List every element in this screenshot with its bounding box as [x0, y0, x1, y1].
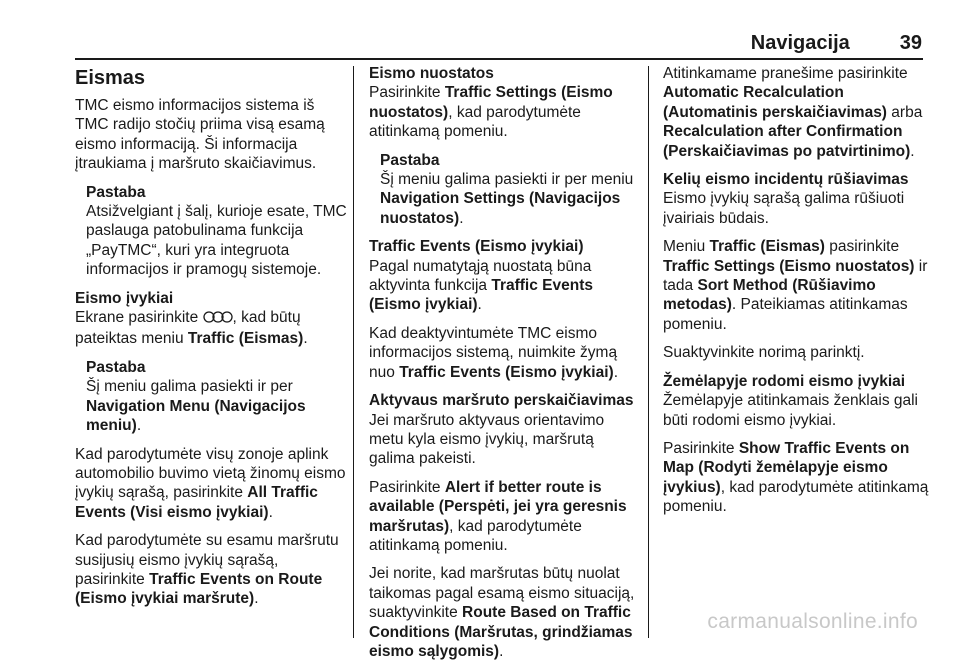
- paragraph: [663, 439, 935, 517]
- text: , kad parodytumėte atitinkamą pomeniu.: [369, 517, 582, 554]
- watermark: carmanualsonline.info: [707, 610, 918, 633]
- page-header: [751, 28, 922, 58]
- note: [380, 151, 637, 229]
- menu-reference: Alert if better route is available (Perspėti, jei yra geresnis maršrutas): [369, 478, 627, 535]
- text: , kad parodytumėte atitinkamą pomeniu.: [663, 478, 929, 516]
- text: .: [136, 417, 142, 435]
- chapter-title: Navigacija: [750, 31, 850, 54]
- text: Kad parodytumėte visų zonoje aplink automobilio buvimo vietą žinomų eismo įvykių sąrašą, pasirinkite: [75, 445, 346, 502]
- paragraph: Eismo įvykių sąrašą galima rūšiuoti įvairiais būdais.: [663, 190, 905, 227]
- note: [86, 358, 347, 436]
- section-heading: Eismas: [75, 67, 146, 89]
- note-title: Pastaba: [86, 358, 146, 376]
- page-number: 39: [899, 31, 922, 54]
- menu-reference: Navigation Menu (Navigacijos meniu): [86, 397, 306, 435]
- menu-reference: Navigation Settings (Navigacijos nuostatos): [380, 190, 621, 227]
- paragraph: [75, 308, 347, 349]
- text: Pasirinkite: [369, 478, 441, 496]
- subheading: Kelių eismo incidentų rūšiavimas: [663, 171, 909, 189]
- text: . Pateikiamas atitinkamas pomeniu.: [663, 296, 908, 333]
- paragraph: [663, 237, 935, 334]
- menu-reference: Traffic (Eismas): [709, 238, 825, 256]
- traffic-icon: [203, 310, 233, 329]
- subheading: Eismo įvykiai: [75, 289, 174, 307]
- text: .: [303, 330, 308, 348]
- paragraph: Suaktyvinkite norimą parinktį.: [663, 344, 865, 362]
- column-divider: [353, 66, 354, 638]
- paragraph: [369, 478, 637, 556]
- text: .: [268, 503, 273, 521]
- paragraph: Jei maršruto aktyvaus orientavimo metu kyla eismo įvykių, maršrutą galima pakeisti.: [369, 411, 605, 468]
- subheading: Žemėlapyje rodomi eismo įvykiai: [663, 372, 906, 390]
- text: .: [477, 296, 482, 314]
- menu-reference: Traffic (Eismas): [187, 330, 304, 348]
- paragraph: Žemėlapyje atitinkamais ženklais gali būti rodomi eismo įvykiai.: [663, 392, 919, 429]
- paragraph: [369, 257, 637, 315]
- note-title: Pastaba: [380, 151, 440, 169]
- menu-reference: Traffic Settings (Eismo nuostatos): [663, 257, 915, 275]
- text: Atitinkamame pranešime pasirinkite: [663, 65, 908, 82]
- text: Kad deaktyvintumėte TMC eismo informacijos sistemą, nuimkite žymą nuo: [369, 324, 618, 381]
- text: , kad parodytumėte atitinkamą pomeniu.: [369, 103, 581, 141]
- text: Ekrane pasirinkite: [75, 309, 199, 327]
- text: pasirinkite: [829, 238, 900, 256]
- menu-reference: Traffic Events (Eismo įvykiai): [399, 363, 614, 381]
- text: ir tada: [663, 257, 928, 295]
- menu-reference: Show Traffic Events on Map (Rodyti žemėlapyje eismo įvykius): [663, 439, 910, 496]
- subheading: Eismo nuostatos: [369, 65, 494, 82]
- text: .: [499, 642, 504, 660]
- menu-reference: Route Based on Traffic Conditions (Maršrutas, grindžiamas eismo sąlygomis): [369, 604, 633, 660]
- subheading: Traffic Events (Eismo įvykiai): [369, 238, 584, 256]
- menu-reference: Automatic Recalculation (Automatinis perskaičiavimas): [663, 84, 887, 121]
- text: Pasirinkite: [369, 84, 441, 102]
- text: Meniu: [663, 238, 706, 256]
- note-text: Šį meniu galima pasiekti ir per meniu: [380, 171, 634, 189]
- text: .: [459, 209, 464, 227]
- paragraph: [369, 83, 637, 141]
- menu-reference: Traffic Events on Route (Eismo įvykiai maršrute): [75, 570, 323, 608]
- menu-reference: All Traffic Events (Visi eismo įvykiai): [75, 484, 318, 521]
- paragraph: [369, 564, 637, 661]
- text: Kad parodytumėte su esamu maršrutu susijusių eismo įvykių sąrašą, pasirinkite: [75, 532, 339, 588]
- text: .: [254, 590, 259, 608]
- menu-reference: Traffic Events (Eismo įvykiai): [369, 277, 593, 314]
- text: Pagal numatytąją nuostatą būna aktyvinta funkcija: [369, 257, 592, 295]
- text: Jei norite, kad maršrutas būtų nuolat taikomas pagal esamą eismo situaciją, suaktyvinkite: [369, 565, 635, 622]
- subheading: Aktyvaus maršruto perskaičiavimas: [369, 392, 634, 410]
- note-title: Pastaba: [86, 183, 146, 201]
- note: [86, 183, 347, 280]
- text: .: [613, 363, 619, 381]
- column-2: [369, 64, 637, 660]
- note-text: Šį meniu galima pasiekti ir per: [86, 378, 293, 396]
- menu-reference: Recalculation after Confirmation (Perskaičiavimas po patvirtinimo): [663, 123, 911, 160]
- column-1: [75, 64, 347, 640]
- paragraph: TMC eismo informacijos sistema iš TMC radijo stočių priima visą esamą eismo informaciją. Ši informacija įtraukiama į maršruto skaičiavimus.: [75, 97, 325, 173]
- paragraph: [663, 64, 935, 161]
- text: .: [910, 142, 915, 160]
- menu-reference: Sort Method (Rūšiavimo metodas): [663, 277, 876, 314]
- column-3: [663, 64, 935, 640]
- text: arba: [891, 103, 923, 121]
- column-divider: [648, 66, 649, 638]
- header-rule: [75, 58, 923, 60]
- paragraph: [369, 324, 637, 382]
- paragraph: [75, 531, 347, 609]
- text: , kad būtų pateiktas meniu: [75, 309, 301, 348]
- paragraph: [75, 445, 347, 523]
- text: Pasirinkite: [663, 439, 735, 457]
- note-text: Atsižvelgiant į šalį, kurioje esate, TMC paslauga patobulinama funkcija „PayTMC“, kuri yra integruota informacijos ir pramogų sistemoje.: [86, 203, 347, 279]
- menu-reference: Traffic Settings (Eismo nuostatos): [369, 84, 613, 121]
